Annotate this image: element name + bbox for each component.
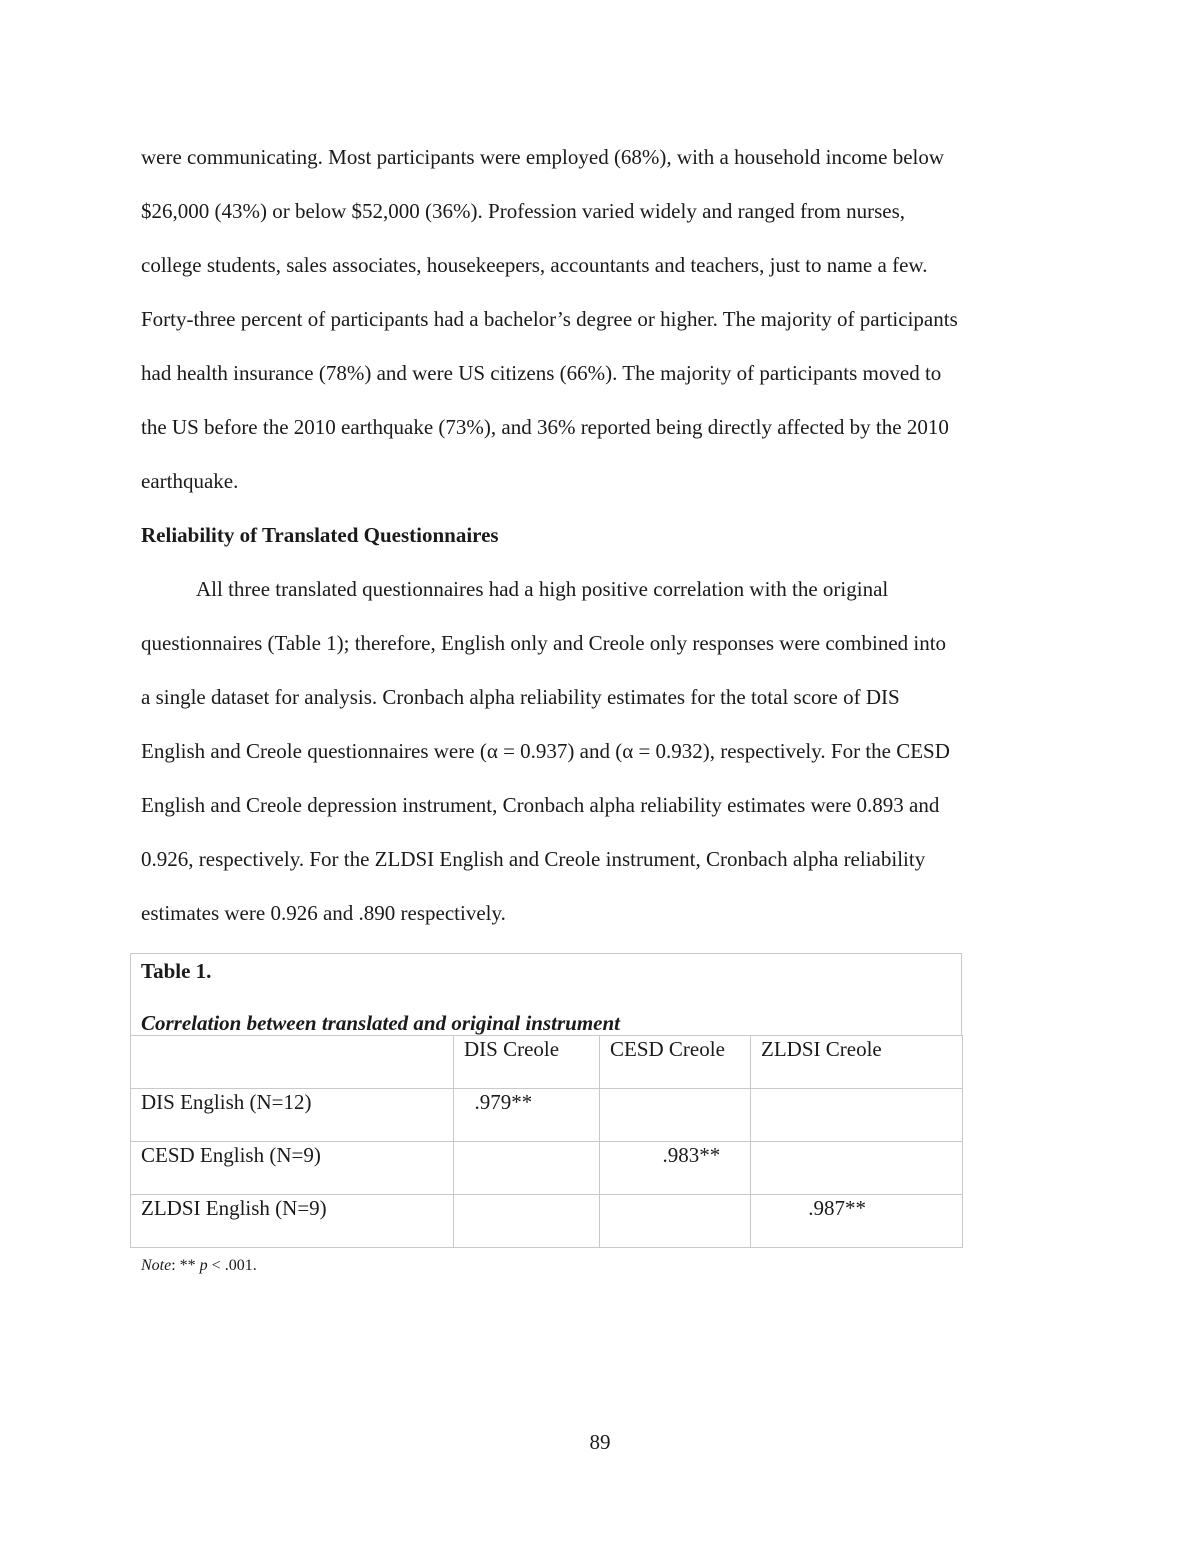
correlation-table — [130, 953, 962, 1248]
body-line-7: earthquake. — [141, 469, 239, 493]
table-cell: ZLDSI English (N=9) — [131, 1195, 454, 1248]
table-row — [131, 1195, 963, 1248]
table-grid — [130, 1035, 963, 1248]
table-caption — [130, 953, 962, 1035]
table-cell: .987** — [751, 1195, 963, 1248]
section-line-2: questionnaires (Table 1); therefore, English only and Creole only responses were combined into — [141, 631, 947, 655]
note-label: Note — [141, 1257, 172, 1274]
section-line-4: English and Creole questionnaires were (α = 0.937) and (α = 0.932), respectively. For the CESD — [141, 739, 950, 763]
section-line-7: estimates were 0.926 and .890 respectively. — [141, 901, 506, 925]
section-line-6: 0.926, respectively. For the ZLDSI English and Creole instrument, Cronbach alpha reliability — [141, 847, 926, 871]
table-header-cell: ZLDSI Creole — [751, 1036, 963, 1089]
table-row — [131, 1142, 963, 1195]
section-heading: Reliability of Translated Questionnaires — [141, 523, 499, 547]
table-header-cell: CESD Creole — [600, 1036, 751, 1089]
table-title: Table 1. — [141, 959, 212, 983]
table-subtitle: Correlation between translated and original instrument — [141, 1011, 621, 1035]
table-note — [141, 1257, 257, 1275]
table-header-cell: DIS Creole — [454, 1036, 600, 1089]
table-cell: DIS English (N=12) — [131, 1089, 454, 1142]
table-cell: .983** — [600, 1142, 751, 1195]
section-line-1: All three translated questionnaires had a high positive correlation with the original — [196, 577, 889, 601]
note-p: p — [199, 1257, 208, 1274]
table-cell: .979** — [454, 1089, 600, 1142]
body-line-1: were communicating. Most participants were employed (68%), with a household income below — [141, 145, 945, 169]
table-header-row — [131, 1036, 963, 1089]
body-line-3: college students, sales associates, housekeepers, accountants and teachers, just to name a few. — [141, 253, 928, 277]
table-cell — [600, 1089, 751, 1142]
table-cell — [751, 1142, 963, 1195]
body-line-4: Forty-three percent of participants had a bachelor’s degree or higher. The majority of participants — [141, 307, 958, 331]
table-cell — [600, 1195, 751, 1248]
body-line-2: $26,000 (43%) or below $52,000 (36%). Profession varied widely and ranged from nurses, — [141, 199, 905, 223]
table-cell — [454, 1142, 600, 1195]
table-cell: CESD English (N=9) — [131, 1142, 454, 1195]
section-line-5: English and Creole depression instrument, Cronbach alpha reliability estimates were 0.893 and — [141, 793, 940, 817]
table-header-cell — [131, 1036, 454, 1089]
table-cell — [454, 1195, 600, 1248]
body-line-6: the US before the 2010 earthquake (73%), and 36% reported being directly affected by the 2010 — [141, 415, 949, 439]
note-text: : ** — [171, 1257, 200, 1274]
section-line-3: a single dataset for analysis. Cronbach alpha reliability estimates for the total score of DIS — [141, 685, 900, 709]
page-number: 89 — [589, 1430, 611, 1454]
table-cell — [751, 1089, 963, 1142]
body-line-5: had health insurance (78%) and were US citizens (66%). The majority of participants moved to — [141, 361, 942, 385]
note-rest: < .001. — [207, 1257, 257, 1274]
table-row — [131, 1089, 963, 1142]
